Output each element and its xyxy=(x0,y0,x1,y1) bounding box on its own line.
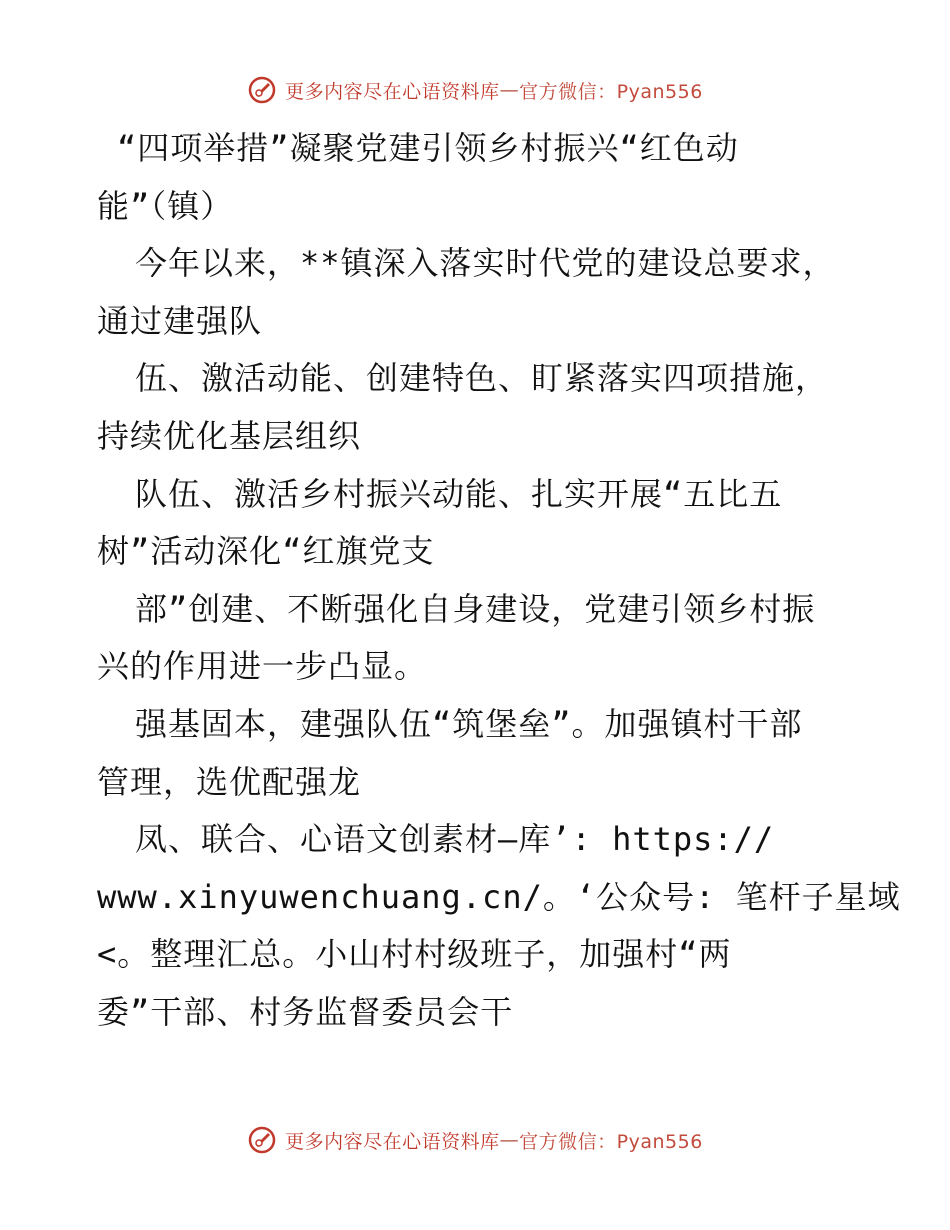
watermark-wechat: 官方微信：Pyan556 xyxy=(519,1130,703,1153)
paragraph-line: 管理，选优配强龙 xyxy=(97,762,362,801)
watermark-brand: 更多内容尽在心语资料库 xyxy=(285,80,500,103)
paragraph-line: 部”创建、不断强化自身建设，党建引领乡村振 xyxy=(135,589,816,628)
paragraph-line: 兴的作用进一步凸显。 xyxy=(97,647,428,686)
paragraph-line: 强基固本，建强队伍“筑堡垒”。加强镇村干部 xyxy=(135,704,803,743)
paragraph-line: 通过建强队 xyxy=(97,301,263,340)
quill-seal-logo-icon xyxy=(247,1125,277,1155)
watermark-separator: — xyxy=(499,79,520,101)
watermark-separator: — xyxy=(499,1129,520,1151)
paragraph-line: www.xinyuwenchuang.cn/。‘公众号: 笔杆子星域 xyxy=(97,877,901,916)
document-title-line-2: 能”（镇） xyxy=(97,186,234,225)
footer-watermark xyxy=(0,1122,950,1158)
paragraph-line: 树”活动深化“红旗党支 xyxy=(97,532,435,571)
document-body xyxy=(97,120,901,1042)
quill-seal-logo-icon xyxy=(247,75,277,105)
paragraph-line: <。整理汇总。小山村村级班子，加强村“两 xyxy=(97,935,732,974)
paragraph-line: 伍、激活动能、创建特色、盯紧落实四项措施， xyxy=(135,359,829,398)
paragraph-line: 队伍、激活乡村振兴动能、扎实开展“五比五 xyxy=(135,474,783,513)
paragraph-line: 委”干部、村务监督委员会干 xyxy=(97,992,514,1031)
paragraph-line: 凤、联合、心语文创素材—库’: https:// xyxy=(135,820,775,859)
watermark-wechat: 官方微信：Pyan556 xyxy=(519,80,703,103)
watermark-brand: 更多内容尽在心语资料库 xyxy=(285,1130,500,1153)
paragraph-line: 今年以来，**镇深入落实时代党的建设总要求， xyxy=(135,244,836,283)
paragraph-line: 持续优化基层组织 xyxy=(97,416,362,455)
document-title-line-1: “四项举措”凝聚党建引领乡村振兴“红色动 xyxy=(117,129,739,167)
header-watermark xyxy=(0,72,950,108)
